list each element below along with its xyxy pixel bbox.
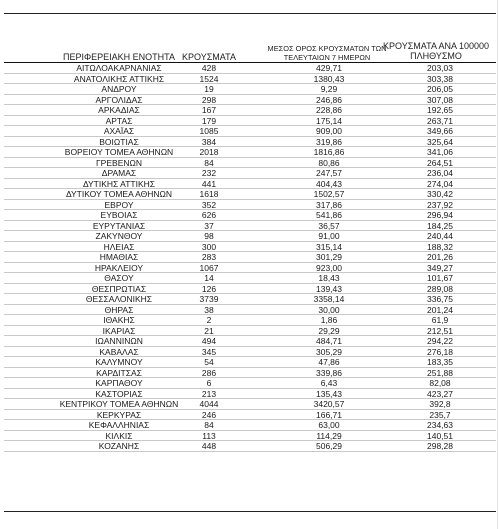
cell-region: ΘΗΡΑΣ bbox=[104, 304, 134, 315]
table-row bbox=[0, 399, 500, 410]
cell-7day-average: 91,00 bbox=[318, 231, 340, 241]
cell-cases-per-100k: 183,35 bbox=[427, 357, 453, 367]
cell-cases-per-100k: 423,27 bbox=[427, 388, 453, 399]
cell-region: ΑΡΤΑΣ bbox=[105, 115, 133, 126]
cell-region: ΖΑΚΥΝΘΟΥ bbox=[95, 231, 143, 241]
table-row bbox=[0, 137, 500, 148]
header-cases-per-100k: ΚΡΟΥΣΜΑΤΑ ΑΝΑ 100000 ΠΛΗΘΥΣΜΟ bbox=[383, 41, 489, 62]
cell-7day-average: 166,71 bbox=[316, 409, 342, 420]
table-row bbox=[0, 315, 500, 326]
cell-cases: 84 bbox=[204, 157, 214, 168]
cell-7day-average: 429,71 bbox=[316, 63, 342, 73]
cell-cases-per-100k: 201,24 bbox=[427, 304, 453, 315]
table-row bbox=[0, 294, 500, 305]
cell-cases: 232 bbox=[201, 168, 217, 178]
table-row bbox=[0, 105, 500, 116]
cell-7day-average: 923,00 bbox=[316, 262, 342, 273]
cell-7day-average: 63,00 bbox=[318, 420, 340, 430]
cell-region: ΚΑΣΤΟΡΙΑΣ bbox=[95, 388, 143, 399]
cell-cases-per-100k: 212,51 bbox=[427, 325, 453, 336]
cell-cases: 441 bbox=[201, 178, 217, 189]
cell-cases-per-100k: 240,44 bbox=[427, 231, 453, 241]
cell-region: ΘΕΣΠΡΩΤΙΑΣ bbox=[91, 283, 147, 294]
table-row bbox=[0, 410, 500, 421]
table-row bbox=[0, 347, 500, 358]
cell-7day-average: 1816,86 bbox=[313, 147, 345, 157]
cell-region: ΚΑΡΔΙΤΣΑΣ bbox=[96, 367, 142, 378]
cell-7day-average: 1502,57 bbox=[313, 189, 345, 199]
cell-region: ΗΛΕΙΑΣ bbox=[103, 241, 135, 252]
cell-region: ΑΝΔΡΟΥ bbox=[101, 84, 137, 94]
cell-7day-average: 3358,14 bbox=[313, 294, 345, 304]
cell-cases: 21 bbox=[204, 325, 214, 336]
cell-cases: 626 bbox=[201, 210, 217, 220]
cell-7day-average: 541,86 bbox=[316, 210, 342, 220]
cell-cases: 113 bbox=[202, 430, 216, 441]
cell-cases: 384 bbox=[201, 136, 217, 147]
cell-cases-per-100k: 294,22 bbox=[427, 336, 453, 346]
cell-region: ΚΟΖΑΝΗΣ bbox=[98, 441, 140, 451]
table-row bbox=[0, 284, 500, 295]
cell-7day-average: 315,14 bbox=[316, 241, 342, 252]
cell-7day-average: 301,29 bbox=[316, 252, 342, 262]
cell-cases: 98 bbox=[204, 231, 214, 241]
cell-cases: 246 bbox=[201, 409, 217, 420]
table-row bbox=[0, 242, 500, 253]
cell-cases: 494 bbox=[201, 336, 217, 346]
cell-7day-average: 246,86 bbox=[316, 94, 342, 105]
cell-7day-average: 1,86 bbox=[320, 315, 338, 325]
cell-cases: 167 bbox=[201, 105, 217, 115]
cell-cases-per-100k: 263,71 bbox=[427, 115, 453, 126]
table-row bbox=[0, 221, 500, 232]
cell-cases-per-100k: 184,25 bbox=[427, 220, 453, 231]
table-row bbox=[0, 147, 500, 158]
cell-7day-average: 29,29 bbox=[318, 325, 340, 336]
cell-cases-per-100k: 289,08 bbox=[427, 283, 453, 294]
table-body bbox=[0, 63, 500, 452]
cell-7day-average: 484,71 bbox=[316, 336, 342, 346]
cell-7day-average: 305,29 bbox=[316, 346, 342, 357]
cell-region: ΑΙΤΩΛΟΑΚΑΡΝΑΝΙΑΣ bbox=[76, 63, 162, 73]
table-row bbox=[0, 189, 500, 200]
table-row bbox=[0, 336, 500, 347]
cell-cases-per-100k: 325,64 bbox=[427, 136, 453, 147]
cell-7day-average: 6,43 bbox=[320, 378, 338, 388]
table-row bbox=[0, 368, 500, 379]
cell-7day-average: 247,57 bbox=[316, 168, 342, 178]
cell-7day-average: 9,29 bbox=[320, 84, 338, 94]
cell-cases-per-100k: 307,08 bbox=[427, 94, 453, 105]
cell-cases-per-100k: 276,18 bbox=[427, 346, 453, 357]
cell-cases: 345 bbox=[201, 346, 217, 357]
cell-7day-average: 909,00 bbox=[316, 126, 342, 136]
cell-cases-per-100k: 303,38 bbox=[427, 73, 453, 84]
cell-cases: 448 bbox=[201, 441, 217, 451]
cell-7day-average: 139,43 bbox=[316, 283, 342, 294]
cell-cases: 37 bbox=[204, 220, 214, 231]
cell-region: ΑΧΑΪΑΣ bbox=[103, 126, 135, 136]
cell-cases-per-100k: 336,75 bbox=[427, 294, 453, 304]
cell-cases-per-100k: 192,65 bbox=[427, 105, 453, 115]
table-row bbox=[0, 326, 500, 337]
cell-cases-per-100k: 237,92 bbox=[427, 199, 453, 210]
cell-region: ΘΕΣΣΑΛΟΝΙΚΗΣ bbox=[85, 294, 153, 304]
cell-region: ΙΩΑΝΝΙΝΩΝ bbox=[95, 336, 143, 346]
cell-cases-per-100k: 201,26 bbox=[427, 252, 453, 262]
table-row bbox=[0, 74, 500, 85]
cell-7day-average: 228,86 bbox=[316, 105, 342, 115]
table-row bbox=[0, 441, 500, 452]
table-row bbox=[0, 168, 500, 179]
cell-region: ΕΒΡΟΥ bbox=[104, 199, 134, 210]
cell-cases: 2018 bbox=[199, 147, 219, 157]
table-row bbox=[0, 231, 500, 242]
cell-cases: 14 bbox=[204, 273, 214, 283]
cell-cases: 298 bbox=[201, 94, 217, 105]
cell-cases: 38 bbox=[204, 304, 214, 315]
cell-region: ΔΡΑΜΑΣ bbox=[101, 168, 137, 178]
table-row bbox=[0, 84, 500, 95]
cell-cases: 1524 bbox=[199, 73, 219, 84]
cell-7day-average: 80,86 bbox=[318, 157, 340, 168]
table-row bbox=[0, 252, 500, 263]
table-row bbox=[0, 305, 500, 316]
cell-cases: 1618 bbox=[199, 189, 219, 199]
header-7day-average: ΜΕΣΟΣ ΟΡΟΣ ΚΡΟΥΣΜΑΤΩΝ ΤΩΝ ΤΕΛΕΥΤΑΙΩΝ 7 ΗΜΕΡΩΝ bbox=[267, 44, 387, 62]
cell-region: ΑΡΚΑΔΙΑΣ bbox=[98, 105, 140, 115]
table-row bbox=[0, 63, 500, 74]
cell-region: ΓΡΕΒΕΝΩΝ bbox=[96, 157, 142, 168]
cell-cases: 1085 bbox=[199, 126, 219, 136]
table-row bbox=[0, 263, 500, 274]
cell-region: ΔΥΤΙΚΟΥ ΤΟΜΕΑ ΑΘΗΝΩΝ bbox=[65, 189, 173, 199]
header-cases: ΚΡΟΥΣΜΑΤΑ bbox=[182, 51, 236, 62]
cell-region: ΙΚΑΡΙΑΣ bbox=[102, 325, 136, 336]
cell-7day-average: 317,86 bbox=[316, 199, 342, 210]
cell-region: ΗΡΑΚΛΕΙΟΥ bbox=[94, 262, 144, 273]
cell-cases-per-100k: 82,08 bbox=[429, 378, 451, 388]
cell-cases-per-100k: 140,51 bbox=[427, 430, 453, 441]
cell-region: ΚΑΡΠΑΘΟΥ bbox=[95, 378, 143, 388]
table-row bbox=[0, 95, 500, 106]
cell-region: ΚΙΛΚΙΣ bbox=[105, 430, 133, 441]
cell-cases: 428 bbox=[201, 63, 217, 73]
cell-cases-per-100k: 298,28 bbox=[427, 441, 453, 451]
cell-region: ΚΕΝΤΡΙΚΟΥ ΤΟΜΕΑ ΑΘΗΝΩΝ bbox=[59, 399, 179, 409]
table-row bbox=[0, 431, 500, 442]
cell-cases-per-100k: 330,42 bbox=[427, 189, 453, 199]
cell-cases: 179 bbox=[201, 115, 217, 126]
cell-7day-average: 30,00 bbox=[318, 304, 340, 315]
cell-cases: 1067 bbox=[199, 262, 219, 273]
cell-region: ΕΥΒΟΙΑΣ bbox=[100, 210, 138, 220]
cell-cases-per-100k: 251,88 bbox=[427, 367, 453, 378]
cell-region: ΑΡΓΟΛΙΔΑΣ bbox=[95, 94, 143, 105]
cell-cases-per-100k: 61,9 bbox=[431, 315, 449, 325]
cell-7day-average: 135,43 bbox=[316, 388, 342, 399]
cell-region: ΔΥΤΙΚΗΣ ΑΤΤΙΚΗΣ bbox=[82, 178, 156, 189]
cell-7day-average: 47,86 bbox=[318, 357, 340, 367]
cell-7day-average: 506,29 bbox=[316, 441, 342, 451]
cell-cases-per-100k: 296,94 bbox=[427, 210, 453, 220]
cell-7day-average: 319,86 bbox=[316, 136, 342, 147]
cell-region: ΚΑΛΥΜΝΟΥ bbox=[95, 357, 143, 367]
cell-region: ΒΟΡΕΙΟΥ ΤΟΜΕΑ ΑΘΗΝΩΝ bbox=[64, 147, 174, 157]
cell-cases: 19 bbox=[204, 84, 214, 94]
cell-cases-per-100k: 341,06 bbox=[427, 147, 453, 157]
bottom-rule bbox=[4, 511, 496, 512]
table-row bbox=[0, 273, 500, 284]
cell-cases: 352 bbox=[201, 199, 217, 210]
cell-cases-per-100k: 349,66 bbox=[427, 126, 453, 136]
cell-cases: 126 bbox=[201, 283, 217, 294]
table-row bbox=[0, 158, 500, 169]
cell-region: ΕΥΡΥΤΑΝΙΑΣ bbox=[92, 220, 146, 231]
cell-cases: 4044 bbox=[199, 399, 219, 409]
table-row bbox=[0, 126, 500, 137]
table-row bbox=[0, 210, 500, 221]
cell-cases: 213 bbox=[201, 388, 217, 399]
cell-region: ΗΜΑΘΙΑΣ bbox=[99, 252, 139, 262]
cell-cases-per-100k: 203,03 bbox=[427, 63, 453, 73]
cell-cases: 54 bbox=[204, 357, 214, 367]
cell-cases-per-100k: 274,04 bbox=[427, 178, 453, 189]
cell-cases-per-100k: 392,8 bbox=[429, 399, 451, 409]
cell-cases: 2 bbox=[206, 315, 212, 325]
cell-cases: 84 bbox=[204, 420, 214, 430]
top-rule bbox=[4, 13, 496, 14]
cell-region: ΒΟΙΩΤΙΑΣ bbox=[99, 136, 139, 147]
cell-7day-average: 3420,57 bbox=[313, 399, 345, 409]
cell-cases: 300 bbox=[201, 241, 217, 252]
cell-cases-per-100k: 349,27 bbox=[427, 262, 453, 273]
cell-7day-average: 36,57 bbox=[318, 220, 340, 231]
cell-cases-per-100k: 234,63 bbox=[427, 420, 453, 430]
table-row bbox=[0, 389, 500, 400]
cell-region: ΚΕΡΚΥΡΑΣ bbox=[96, 409, 142, 420]
cell-cases-per-100k: 264,51 bbox=[427, 157, 453, 168]
table-row bbox=[0, 378, 500, 389]
cell-cases: 3739 bbox=[199, 294, 219, 304]
cell-region: ΑΝΑΤΟΛΙΚΗΣ ΑΤΤΙΚΗΣ bbox=[73, 73, 165, 84]
table-row bbox=[0, 200, 500, 211]
cell-region: ΚΕΦΑΛΛΗΝΙΑΣ bbox=[88, 420, 150, 430]
cell-cases: 283 bbox=[201, 252, 217, 262]
cell-cases: 286 bbox=[201, 367, 217, 378]
cell-region: ΘΑΣΟΥ bbox=[104, 273, 134, 283]
cell-cases-per-100k: 236,04 bbox=[427, 168, 453, 178]
cell-cases-per-100k: 235,7 bbox=[429, 409, 451, 420]
table-row bbox=[0, 357, 500, 368]
cell-7day-average: 114,29 bbox=[316, 430, 342, 441]
cell-region: ΚΑΒΑΛΑΣ bbox=[99, 346, 139, 357]
cell-7day-average: 404,43 bbox=[316, 178, 342, 189]
table-row bbox=[0, 116, 500, 127]
cell-region: ΙΘΑΚΗΣ bbox=[103, 315, 135, 325]
cell-7day-average: 18,43 bbox=[318, 273, 340, 283]
cell-cases: 6 bbox=[206, 378, 212, 388]
cell-7day-average: 175,14 bbox=[316, 115, 342, 126]
cell-cases-per-100k: 101,67 bbox=[427, 273, 453, 283]
cell-7day-average: 1380,43 bbox=[313, 73, 345, 84]
cell-cases-per-100k: 188,32 bbox=[427, 241, 453, 252]
table-row bbox=[0, 179, 500, 190]
table-row bbox=[0, 420, 500, 431]
header-region: ΠΕΡΙΦΕΡΕΙΑΚΗ ΕΝΟΤΗΤΑ bbox=[62, 51, 176, 62]
cell-7day-average: 339,86 bbox=[316, 367, 342, 378]
cell-cases-per-100k: 206,05 bbox=[427, 84, 453, 94]
